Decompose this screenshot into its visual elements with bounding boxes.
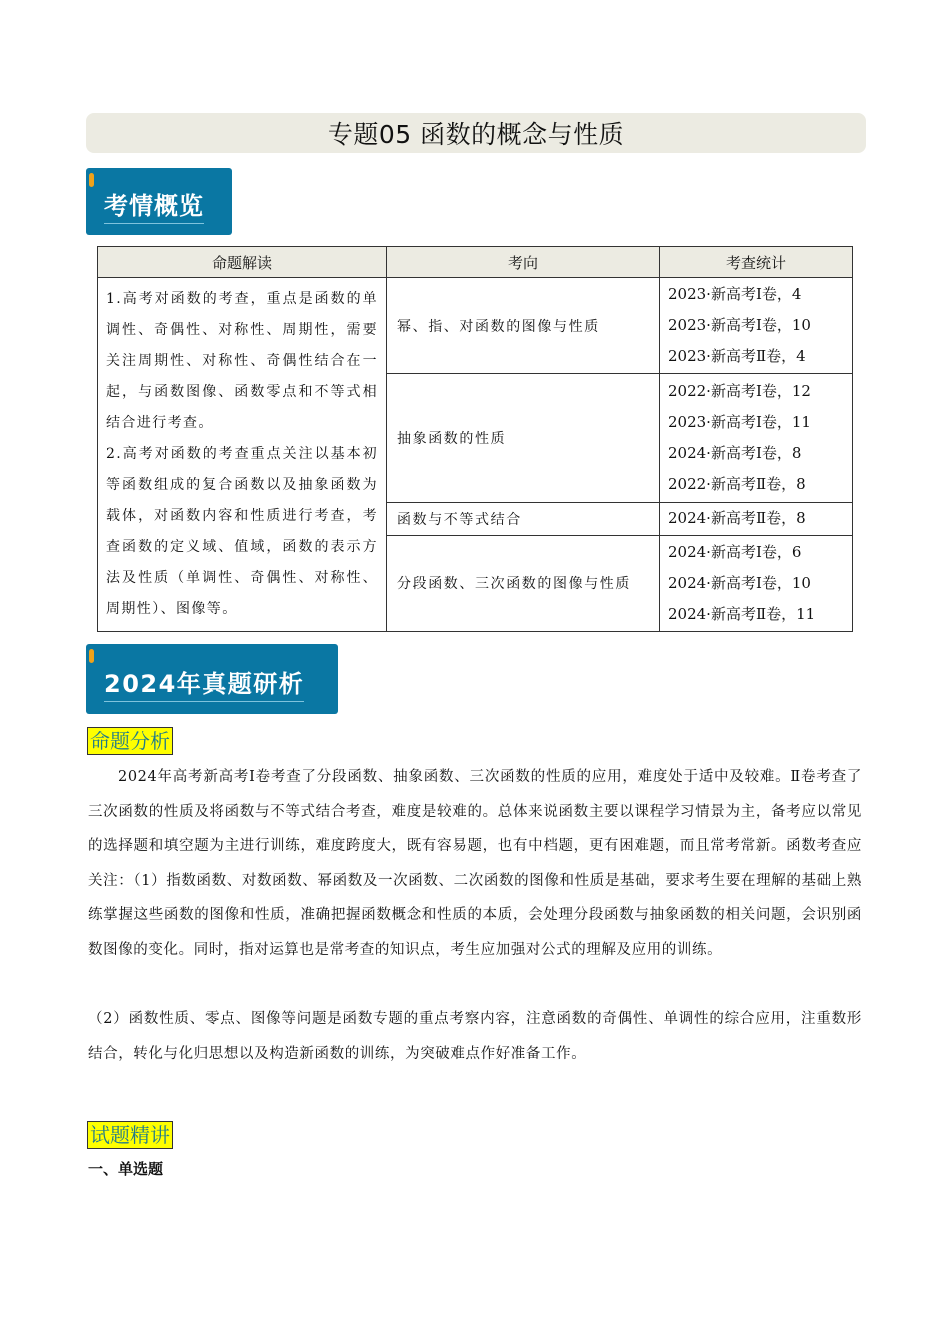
exam-overview-table <box>97 246 853 632</box>
exam-analysis-banner-label: 2024年真题研析 <box>104 664 304 702</box>
stats-cell <box>660 374 853 502</box>
stat-line: 2022·新高考Ⅰ卷，12 <box>668 382 811 401</box>
direction-cell: 函数与不等式结合 <box>387 502 660 535</box>
direction-cell: 幂、指、对函数的图像与性质 <box>387 278 660 374</box>
stat-line: 2022·新高考Ⅱ卷，8 <box>668 475 806 494</box>
header-stats: 考查统计 <box>660 247 853 278</box>
stat-line: 2023·新高考Ⅰ卷，11 <box>668 413 811 432</box>
single-choice-heading: 一、单选题 <box>88 1160 164 1178</box>
header-reading: 命题解读 <box>98 247 387 278</box>
header-direction: 考向 <box>387 247 660 278</box>
analysis-paragraph-1: 2024年高考新高考Ⅰ卷考查了分段函数、抽象函数、三次函数的性质的应用，难度处于适中及较难。Ⅱ卷考查了三次函数的性质及将函数与不等式结合考查，难度是较难的。总体来说函数主要以课程学习情景为主，备考应以常见的选择题和填空题为主进行训练，难度跨度大，既有容易题，也有中档题，更有困难题，而且常考常新。函数考查应关注：（1）指数函数、对数函数、幂函数及一次函数、二次函数的图像和性质是基础，要求考生要在理解的基础上熟练掌握这些函数的图像和性质，准确把握函数概念和性质的本质，会处理分段函数与抽象函数的相关问题，会识别函数图像的变化。同时，指对运算也是常考查的知识点，考生应加强对公式的理解及应用的训练。 <box>88 769 862 958</box>
stats-cell <box>660 502 853 535</box>
stats-cell <box>660 535 853 631</box>
stat-line: 2024·新高考Ⅰ卷，8 <box>668 444 802 463</box>
overview-banner-label: 考情概览 <box>104 186 204 224</box>
stat-line: 2024·新高考Ⅰ卷，6 <box>668 542 802 561</box>
banner-accent-icon <box>89 649 94 663</box>
reading-part-1: 1.高考对函数的考查，重点是函数的单调性、奇偶性、对称性、周期性，需要关注周期性、对称性、奇偶性结合在一起，与函数图像、函数零点和不等式相结合进行考查。 <box>106 291 378 431</box>
table-row <box>98 278 853 374</box>
analysis-section-tag: 命题分析 <box>87 727 173 755</box>
stat-line: 2023·新高考Ⅰ卷，10 <box>668 316 811 335</box>
table-header-row <box>98 247 853 278</box>
stat-line: 2024·新高考Ⅰ卷，10 <box>668 573 811 592</box>
direction-cell: 分段函数、三次函数的图像与性质 <box>387 535 660 631</box>
stat-line: 2023·新高考Ⅱ卷，4 <box>668 347 806 366</box>
banner-accent-icon <box>89 173 94 187</box>
overview-banner <box>86 168 232 235</box>
stat-line: 2024·新高考Ⅱ卷，11 <box>668 604 816 623</box>
reading-cell <box>98 278 387 632</box>
exam-analysis-banner <box>86 644 338 714</box>
direction-cell: 抽象函数的性质 <box>387 374 660 502</box>
stat-line: 2024·新高考Ⅱ卷，8 <box>668 509 806 528</box>
stats-cell <box>660 278 853 374</box>
stat-line: 2023·新高考Ⅰ卷，4 <box>668 285 802 304</box>
reading-part-2: 2.高考对函数的考查重点关注以基本初等函数组成的复合函数以及抽象函数为载体，对函数内容和性质进行考查，考查函数的定义域、值域，函数的表示方法及性质（单调性、奇偶性、对称性、周期性）、图像等。 <box>106 446 378 617</box>
lecture-section-tag: 试题精讲 <box>87 1121 173 1149</box>
analysis-paragraph-2: （2）函数性质、零点、图像等问题是函数专题的重点考察内容，注意函数的奇偶性、单调性的综合应用，注重数形结合，转化与化归思想以及构造新函数的训练，为突破难点作好准备工作。 <box>88 1011 862 1062</box>
page-title: 专题05 函数的概念与性质 <box>86 113 866 153</box>
